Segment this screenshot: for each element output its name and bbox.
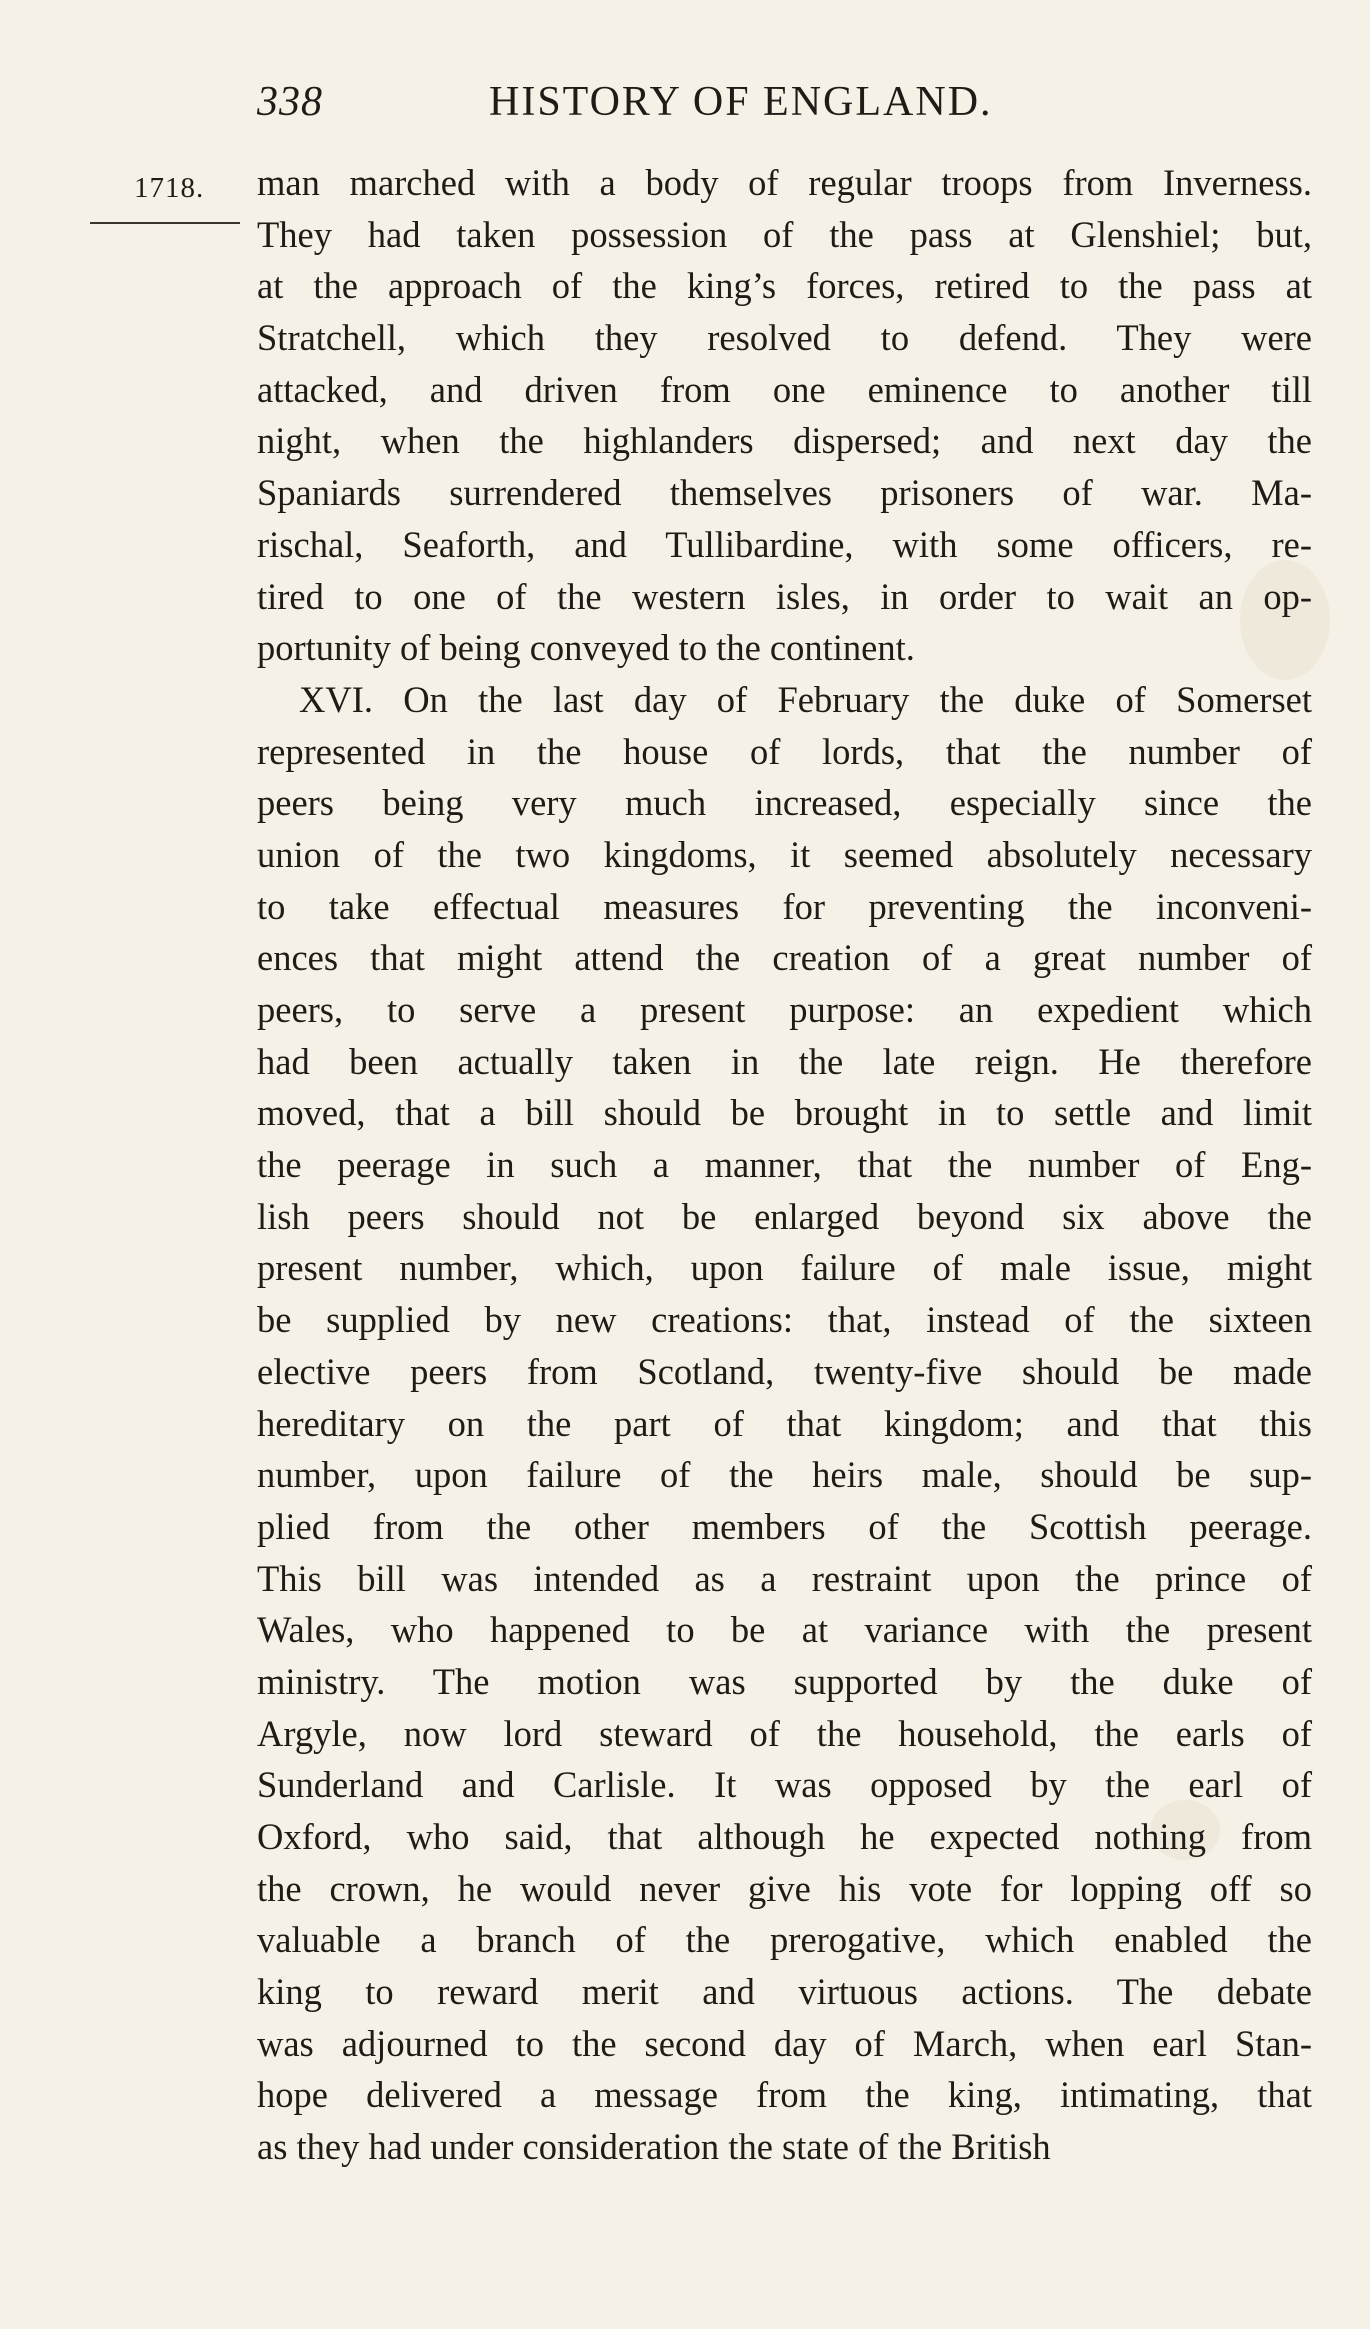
- text-line: hereditary on the part of that kingdom; and that this: [257, 1402, 1312, 1444]
- text-line: Sunderland and Carlisle. It was opposed by the earl of: [257, 1764, 1312, 1806]
- text-line: rischal, Seaforth, and Tullibardine, with some officers, re-: [257, 523, 1312, 565]
- text-line: lish peers should not be enlarged beyond six above the: [257, 1195, 1312, 1237]
- text-line: as they had under consideration the state of the British: [257, 2126, 1051, 2168]
- text-line: This bill was intended as a restraint upon the prince of: [257, 1557, 1312, 1599]
- text-line: peers being very much increased, especially since the: [257, 782, 1312, 824]
- margin-rule: [90, 222, 240, 224]
- body-text: [257, 157, 1312, 2173]
- text-line: the crown, he would never give his vote for lopping off so: [257, 1867, 1312, 1909]
- text-line: hope delivered a message from the king, intimating, that: [257, 2074, 1312, 2116]
- text-line: represented in the house of lords, that the number of: [257, 730, 1312, 772]
- text-line: king to reward merit and virtuous actions. The debate: [257, 1971, 1312, 2013]
- text-line: union of the two kingdoms, it seemed absolutely necessary: [257, 833, 1312, 875]
- page-header: [257, 78, 1327, 138]
- text-line: number, upon failure of the heirs male, should be sup-: [257, 1454, 1312, 1496]
- text-line: ministry. The motion was supported by the duke of: [257, 1660, 1312, 1702]
- text-line: elective peers from Scotland, twenty-five should be made: [257, 1350, 1312, 1392]
- text-line: plied from the other members of the Scottish peerage.: [257, 1505, 1312, 1547]
- text-line: present number, which, upon failure of male issue, might: [257, 1247, 1312, 1289]
- text-line: to take effectual measures for preventing the inconveni-: [257, 885, 1312, 927]
- text-line: man marched with a body of regular troops from Inverness.: [257, 162, 1312, 203]
- text-line: Oxford, who said, that although he expected nothing from: [257, 1816, 1312, 1857]
- text-line: at the approach of the king’s forces, retired to the pass at: [257, 265, 1312, 307]
- text-line: peers, to serve a present purpose: an expedient which: [257, 989, 1312, 1030]
- text-line: be supplied by new creations: that, instead of the sixteen: [257, 1299, 1312, 1341]
- text-line: Argyle, now lord steward of the household, the earls of: [257, 1712, 1312, 1754]
- text-line: Wales, who happened to be at variance with the present: [257, 1609, 1312, 1651]
- text-line: had been actually taken in the late reign. He therefore: [257, 1040, 1312, 1082]
- text-line: attacked, and driven from one eminence to another till: [257, 368, 1312, 410]
- running-title: HISTORY OF ENGLAND.: [489, 79, 993, 125]
- text-line: ences that might attend the creation of a great number of: [257, 937, 1312, 979]
- text-line: valuable a branch of the prerogative, which enabled the: [257, 1919, 1312, 1961]
- text-line: portunity of being conveyed to the continent.: [257, 627, 915, 669]
- text-line: night, when the highlanders dispersed; and next day the: [257, 420, 1312, 462]
- text-line: the peerage in such a manner, that the number of Eng-: [257, 1144, 1312, 1186]
- text-line: was adjourned to the second day of March, when earl Stan-: [257, 2022, 1312, 2064]
- text-line: moved, that a bill should be brought in to settle and limit: [257, 1092, 1312, 1134]
- text-line: tired to one of the western isles, in order to wait an op-: [257, 575, 1312, 617]
- text-line: Stratchell, which they resolved to defend. They were: [257, 317, 1312, 359]
- text-line: They had taken possession of the pass at Glenshiel; but,: [257, 213, 1312, 255]
- page-number: 338: [257, 79, 323, 125]
- text-line: XVI. On the last day of February the duke of Somerset: [299, 678, 1312, 720]
- text-line: Spaniards surrendered themselves prisoners of war. Ma-: [257, 472, 1312, 514]
- margin-year: 1718.: [134, 172, 205, 204]
